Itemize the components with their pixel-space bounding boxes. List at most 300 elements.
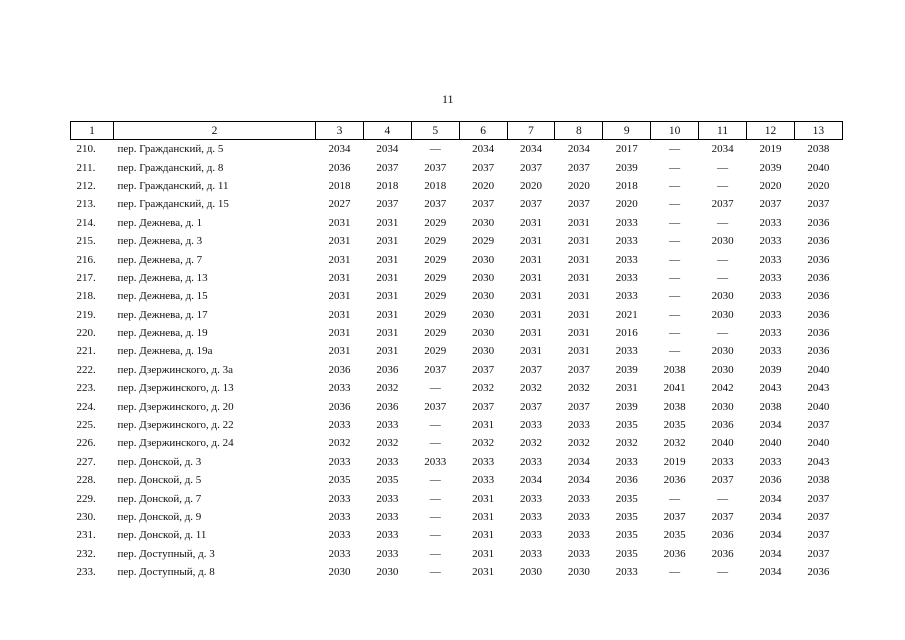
year-cell: 2035 <box>615 419 638 432</box>
year-cell: — <box>669 492 681 505</box>
year-cell: 2033 <box>328 419 351 432</box>
year-cell: 2033 <box>759 216 782 229</box>
year-cell: 2033 <box>615 455 638 468</box>
table-row <box>71 508 843 526</box>
year-cell: 2031 <box>520 271 542 284</box>
year-cell: 2033 <box>615 566 638 579</box>
year-cell: 2034 <box>759 547 782 560</box>
year-cell: 2031 <box>567 271 590 284</box>
year-cell: — <box>669 179 681 192</box>
address-cell: пер. Дежнева, д. 3 <box>117 235 203 248</box>
year-cell: 2036 <box>711 547 734 560</box>
year-cell: 2020 <box>520 179 542 192</box>
year-cell: 2040 <box>807 437 830 450</box>
year-cell: 2032 <box>472 382 495 395</box>
year-cell: 2037 <box>520 400 542 413</box>
year-cell: — <box>717 161 729 174</box>
year-cell: — <box>717 327 729 340</box>
year-cell: — <box>429 143 441 156</box>
year-cell: 2036 <box>376 400 399 413</box>
year-cell: — <box>669 143 681 156</box>
row-number: 230. <box>76 511 96 523</box>
year-cell: — <box>669 271 681 284</box>
year-cell: 2037 <box>472 363 495 376</box>
year-cell: 2034 <box>759 419 782 432</box>
year-cell: 2031 <box>328 216 351 229</box>
year-cell: 2034 <box>376 143 399 156</box>
year-cell: — <box>429 437 441 450</box>
year-cell: 2032 <box>520 437 542 450</box>
row-number: 214. <box>76 216 96 229</box>
year-cell: 2031 <box>472 547 495 560</box>
year-cell: 2030 <box>711 363 734 376</box>
row-number: 229. <box>76 492 96 505</box>
year-cell: 2037 <box>807 198 830 211</box>
year-cell: 2035 <box>615 529 638 542</box>
address-cell: пер. Дежнева, д. 17 <box>117 308 208 321</box>
column-header: 6 <box>459 122 507 140</box>
year-cell: 2033 <box>376 529 399 542</box>
year-cell: 2036 <box>376 363 399 376</box>
year-cell: 2031 <box>376 308 399 321</box>
year-cell: 2030 <box>472 290 495 303</box>
year-cell: 2029 <box>424 235 447 248</box>
year-cell: 2037 <box>807 547 830 560</box>
year-cell: 2033 <box>376 419 399 432</box>
table-row <box>71 434 843 452</box>
year-cell: 2033 <box>759 271 782 284</box>
year-cell: 2031 <box>376 271 399 284</box>
column-header: 7 <box>507 122 555 140</box>
year-cell: 2037 <box>520 161 542 174</box>
year-cell: — <box>669 327 681 340</box>
year-cell: 2036 <box>807 327 830 340</box>
year-cell: 2020 <box>759 179 782 192</box>
year-cell: 2031 <box>520 253 542 266</box>
year-cell: 2037 <box>807 529 830 542</box>
row-number: 212. <box>76 179 96 192</box>
year-cell: 2039 <box>759 363 782 376</box>
year-cell: 2018 <box>424 179 447 192</box>
year-cell: 2037 <box>424 161 447 174</box>
year-cell: 2037 <box>424 198 447 211</box>
year-cell: 2029 <box>424 216 447 229</box>
year-cell: 2034 <box>520 143 542 156</box>
year-cell: 2033 <box>376 455 399 468</box>
year-cell: 2030 <box>711 308 734 321</box>
year-cell: 2040 <box>807 363 830 376</box>
year-cell: — <box>669 253 681 266</box>
year-cell: 2036 <box>807 345 830 358</box>
year-cell: 2020 <box>567 179 590 192</box>
table-row <box>71 324 843 342</box>
year-cell: 2033 <box>759 235 782 248</box>
column-header: 2 <box>114 122 316 140</box>
year-cell: 2031 <box>520 327 542 340</box>
year-cell: 2032 <box>376 382 399 395</box>
address-cell: пер. Гражданский, д. 15 <box>117 198 229 211</box>
year-cell: 2033 <box>567 529 590 542</box>
row-number: 217. <box>76 271 96 284</box>
year-cell: — <box>717 566 729 579</box>
address-cell: пер. Дзержинского, д. 3а <box>117 363 234 376</box>
row-number: 220. <box>76 327 96 340</box>
year-cell: 2029 <box>424 345 447 358</box>
year-cell: 2033 <box>472 474 495 487</box>
column-header: 10 <box>651 122 699 140</box>
year-cell: — <box>429 511 441 523</box>
year-cell: 2034 <box>759 511 782 523</box>
table-row <box>71 471 843 489</box>
year-cell: 2033 <box>567 492 590 505</box>
address-cell: пер. Донской, д. 5 <box>117 474 202 487</box>
year-cell: 2035 <box>376 474 399 487</box>
address-cell: пер. Донской, д. 7 <box>117 492 202 505</box>
year-cell: — <box>669 216 681 229</box>
table-row <box>71 342 843 360</box>
year-cell: 2033 <box>520 511 542 523</box>
year-cell: 2035 <box>615 511 638 523</box>
year-cell: 2037 <box>472 198 495 211</box>
address-cell: пер. Дежнева, д. 15 <box>117 290 208 303</box>
year-cell: 2033 <box>759 455 782 468</box>
address-cell: пер. Дежнева, д. 19а <box>117 345 213 358</box>
year-cell: 2037 <box>663 511 686 523</box>
year-cell: 2033 <box>520 455 542 468</box>
page-number: 11 <box>442 92 454 106</box>
year-cell: 2018 <box>328 179 351 192</box>
year-cell: 2033 <box>328 455 351 468</box>
year-cell: 2031 <box>520 345 542 358</box>
year-cell: 2033 <box>711 455 734 468</box>
year-cell: 2037 <box>567 363 590 376</box>
table-row <box>71 489 843 507</box>
year-cell: 2031 <box>328 327 351 340</box>
year-cell: 2033 <box>615 253 638 266</box>
year-cell: — <box>429 474 441 487</box>
year-cell: 2031 <box>615 382 638 395</box>
year-cell: 2033 <box>567 419 590 432</box>
schedule-table <box>70 121 843 581</box>
year-cell: 2033 <box>567 547 590 560</box>
year-cell: 2031 <box>376 290 399 303</box>
year-cell: 2027 <box>328 198 351 211</box>
table-row <box>71 140 843 159</box>
row-number: 211. <box>76 161 96 174</box>
year-cell: 2039 <box>615 161 638 174</box>
table-header-row <box>71 122 843 140</box>
year-cell: 2031 <box>472 419 495 432</box>
year-cell: 2030 <box>472 216 495 229</box>
year-cell: 2030 <box>567 566 590 579</box>
table-body <box>71 140 843 582</box>
year-cell: — <box>669 198 681 211</box>
row-number: 216. <box>76 253 96 266</box>
year-cell: 2037 <box>472 161 495 174</box>
year-cell: 2034 <box>759 566 782 579</box>
table-row <box>71 306 843 324</box>
year-cell: 2032 <box>615 437 638 450</box>
table-row <box>71 158 843 176</box>
year-cell: 2032 <box>567 437 590 450</box>
year-cell: 2031 <box>567 345 590 358</box>
year-cell: — <box>429 547 441 560</box>
year-cell: 2042 <box>711 382 734 395</box>
table-row <box>71 453 843 471</box>
year-cell: 2043 <box>759 382 782 395</box>
year-cell: 2036 <box>615 474 638 487</box>
column-header: 1 <box>71 122 114 140</box>
year-cell: 2030 <box>472 271 495 284</box>
year-cell: 2031 <box>472 511 495 523</box>
year-cell: 2031 <box>376 345 399 358</box>
year-cell: — <box>669 290 681 303</box>
address-cell: пер. Дзержинского, д. 22 <box>117 419 234 432</box>
year-cell: 2031 <box>472 492 495 505</box>
year-cell: 2034 <box>567 474 590 487</box>
year-cell: 2030 <box>472 345 495 358</box>
year-cell: — <box>429 492 441 505</box>
year-cell: — <box>669 345 681 358</box>
year-cell: 2037 <box>711 511 734 523</box>
column-header: 9 <box>603 122 651 140</box>
address-cell: пер. Дежнева, д. 19 <box>117 327 208 340</box>
year-cell: 2034 <box>328 143 351 156</box>
year-cell: 2034 <box>520 474 542 487</box>
row-number: 222. <box>76 363 96 376</box>
year-cell: 2018 <box>615 179 638 192</box>
table-row <box>71 397 843 415</box>
year-cell: 2036 <box>663 547 686 560</box>
table-row <box>71 361 843 379</box>
year-cell: 2031 <box>328 253 351 266</box>
year-cell: 2040 <box>807 161 830 174</box>
year-cell: 2033 <box>472 455 495 468</box>
year-cell: 2043 <box>807 382 830 395</box>
year-cell: 2041 <box>663 382 686 395</box>
address-cell: пер. Донской, д. 9 <box>117 511 202 523</box>
address-cell: пер. Гражданский, д. 11 <box>117 179 229 192</box>
column-header: 4 <box>363 122 411 140</box>
year-cell: 2031 <box>520 216 542 229</box>
year-cell: 2029 <box>472 235 495 248</box>
table-row <box>71 526 843 544</box>
year-cell: 2029 <box>424 308 447 321</box>
year-cell: 2036 <box>807 308 830 321</box>
year-cell: 2035 <box>615 492 638 505</box>
table-row <box>71 379 843 397</box>
row-number: 231. <box>76 529 96 542</box>
year-cell: 2037 <box>424 400 447 413</box>
year-cell: 2032 <box>567 382 590 395</box>
year-cell: 2036 <box>807 566 830 579</box>
year-cell: 2033 <box>328 547 351 560</box>
year-cell: 2034 <box>759 529 782 542</box>
year-cell: 2033 <box>615 216 638 229</box>
year-cell: 2031 <box>472 529 495 542</box>
year-cell: 2036 <box>807 271 830 284</box>
year-cell: 2033 <box>328 529 351 542</box>
year-cell: 2037 <box>520 363 542 376</box>
address-cell: пер. Дзержинского, д. 13 <box>117 382 234 395</box>
year-cell: 2031 <box>567 327 590 340</box>
year-cell: 2033 <box>376 547 399 560</box>
year-cell: 2031 <box>328 308 351 321</box>
column-header: 5 <box>411 122 459 140</box>
year-cell: 2030 <box>328 566 351 579</box>
year-cell: 2035 <box>615 547 638 560</box>
table-row <box>71 416 843 434</box>
row-number: 224. <box>76 400 96 413</box>
year-cell: 2033 <box>759 308 782 321</box>
year-cell: 2031 <box>567 216 590 229</box>
year-cell: 2031 <box>472 566 495 579</box>
year-cell: 2021 <box>615 308 638 321</box>
year-cell: — <box>717 253 729 266</box>
year-cell: — <box>717 179 729 192</box>
address-cell: пер. Дежнева, д. 13 <box>117 271 208 284</box>
year-cell: 2039 <box>615 400 638 413</box>
year-cell: 2030 <box>472 327 495 340</box>
year-cell: 2037 <box>567 400 590 413</box>
year-cell: 2033 <box>615 345 638 358</box>
year-cell: 2018 <box>376 179 399 192</box>
table-row <box>71 195 843 213</box>
year-cell: 2030 <box>472 308 495 321</box>
year-cell: 2031 <box>376 235 399 248</box>
year-cell: 2036 <box>663 474 686 487</box>
row-number: 218. <box>76 290 96 303</box>
year-cell: 2037 <box>520 198 542 211</box>
year-cell: 2040 <box>759 437 782 450</box>
year-cell: 2037 <box>472 400 495 413</box>
year-cell: — <box>669 308 681 321</box>
year-cell: 2017 <box>615 143 638 156</box>
year-cell: 2037 <box>376 198 399 211</box>
year-cell: 2020 <box>807 179 830 192</box>
year-cell: 2032 <box>376 437 399 450</box>
year-cell: 2034 <box>472 143 495 156</box>
year-cell: — <box>429 382 441 395</box>
row-number: 225. <box>76 419 96 432</box>
year-cell: 2033 <box>759 290 782 303</box>
row-number: 233. <box>76 566 96 579</box>
year-cell: — <box>669 235 681 248</box>
year-cell: 2031 <box>328 235 351 248</box>
row-number: 232. <box>76 547 96 560</box>
year-cell: 2036 <box>807 290 830 303</box>
column-header: 3 <box>316 122 364 140</box>
year-cell: 2019 <box>759 143 782 156</box>
year-cell: 2020 <box>615 198 638 211</box>
table-row <box>71 563 843 581</box>
year-cell: 2032 <box>520 382 542 395</box>
column-header: 8 <box>555 122 603 140</box>
year-cell: 2030 <box>711 400 734 413</box>
year-cell: 2033 <box>759 327 782 340</box>
year-cell: 2016 <box>615 327 638 340</box>
year-cell: 2037 <box>807 511 830 523</box>
year-cell: 2031 <box>328 345 351 358</box>
year-cell: 2032 <box>663 437 686 450</box>
year-cell: 2031 <box>567 253 590 266</box>
year-cell: 2033 <box>328 492 351 505</box>
year-cell: — <box>429 529 441 542</box>
year-cell: — <box>669 161 681 174</box>
row-number: 227. <box>76 455 96 468</box>
year-cell: 2036 <box>328 400 351 413</box>
year-cell: — <box>429 566 441 579</box>
year-cell: 2034 <box>567 455 590 468</box>
year-cell: 2037 <box>807 492 830 505</box>
year-cell: 2019 <box>663 455 686 468</box>
address-cell: пер. Дежнева, д. 7 <box>117 253 203 266</box>
year-cell: 2033 <box>567 511 590 523</box>
year-cell: 2040 <box>711 437 734 450</box>
table-row <box>71 214 843 232</box>
year-cell: 2030 <box>711 345 734 358</box>
year-cell: 2039 <box>759 161 782 174</box>
address-cell: пер. Донской, д. 11 <box>117 529 207 542</box>
table-row <box>71 250 843 268</box>
year-cell: 2029 <box>424 253 447 266</box>
year-cell: 2037 <box>424 363 447 376</box>
year-cell: 2031 <box>376 253 399 266</box>
year-cell: 2030 <box>711 290 734 303</box>
year-cell: 2038 <box>759 400 782 413</box>
year-cell: 2033 <box>615 271 638 284</box>
year-cell: 2032 <box>328 437 351 450</box>
address-cell: пер. Дзержинского, д. 20 <box>117 400 234 413</box>
year-cell: 2032 <box>472 437 495 450</box>
year-cell: 2037 <box>807 419 830 432</box>
year-cell: 2033 <box>376 511 399 523</box>
column-header: 12 <box>747 122 795 140</box>
year-cell: 2030 <box>520 566 542 579</box>
year-cell: 2039 <box>615 363 638 376</box>
year-cell: 2029 <box>424 271 447 284</box>
row-number: 210. <box>76 143 96 156</box>
year-cell: 2029 <box>424 327 447 340</box>
year-cell: 2037 <box>567 198 590 211</box>
year-cell: 2043 <box>807 455 830 468</box>
year-cell: 2033 <box>520 419 542 432</box>
year-cell: — <box>717 271 729 284</box>
year-cell: 2036 <box>807 253 830 266</box>
year-cell: 2031 <box>567 290 590 303</box>
year-cell: — <box>669 566 681 579</box>
year-cell: 2033 <box>520 492 542 505</box>
year-cell: 2036 <box>759 474 782 487</box>
row-number: 219. <box>76 308 96 321</box>
year-cell: 2037 <box>711 474 734 487</box>
year-cell: 2031 <box>328 271 351 284</box>
year-cell: 2036 <box>807 216 830 229</box>
year-cell: 2038 <box>807 474 830 487</box>
year-cell: 2031 <box>328 290 351 303</box>
address-cell: пер. Дежнева, д. 1 <box>117 216 203 229</box>
column-header: 13 <box>794 122 842 140</box>
year-cell: — <box>717 492 729 505</box>
year-cell: 2035 <box>663 529 686 542</box>
year-cell: 2033 <box>328 382 351 395</box>
year-cell: 2034 <box>759 492 782 505</box>
year-cell: 2033 <box>520 547 542 560</box>
year-cell: 2033 <box>759 345 782 358</box>
year-cell: 2037 <box>711 198 734 211</box>
year-cell: 2038 <box>807 143 830 156</box>
year-cell: 2030 <box>376 566 399 579</box>
